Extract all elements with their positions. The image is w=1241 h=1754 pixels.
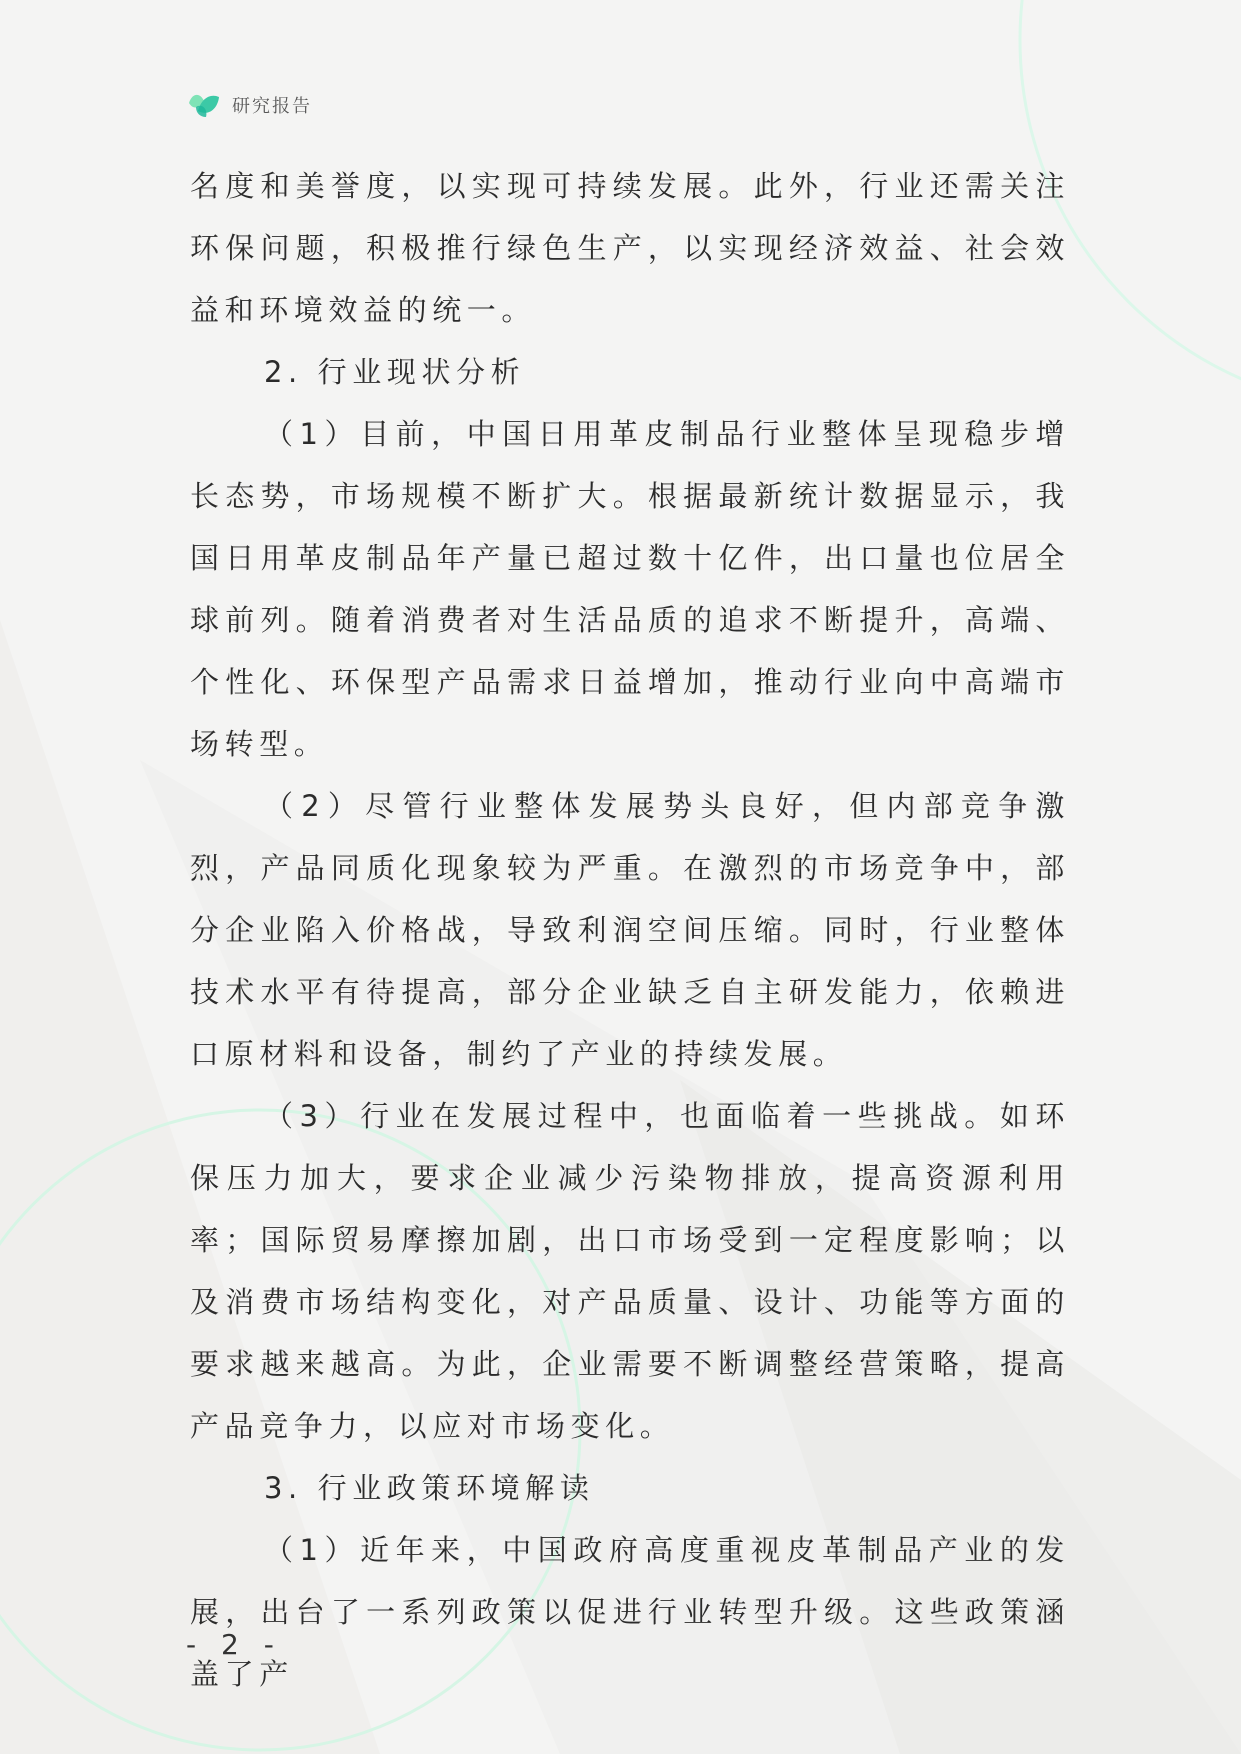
report-header	[186, 88, 312, 122]
leaf-logo-icon	[186, 89, 222, 121]
intro-paragraph: 名度和美誉度，以实现可持续发展。此外，行业还需关注环保问题，积极推行绿色生产，以实现经济效益、社会效益和环境效益的统一。	[190, 169, 1070, 327]
paragraph-policy-1: （1）近年来，中国政府高度重视皮革制品产业的发展，出台了一系列政策以促进行业转型升级。这些政策涵盖了产	[190, 1533, 1070, 1691]
header-title: 研究报告	[232, 96, 312, 117]
section-heading-policy-environment: 3. 行业政策环境解读	[264, 1471, 595, 1505]
paragraph-status-2: （2）尽管行业整体发展势头良好，但内部竞争激烈，产品同质化现象较为严重。在激烈的市场竞争中，部分企业陷入价格战，导致利润空间压缩。同时，行业整体技术水平有待提高，部分企业缺乏自主研发能力，依赖进口原材料和设备，制约了产业的持续发展。	[190, 789, 1070, 1071]
paragraph-status-3: （3）行业在发展过程中，也面临着一些挑战。如环保压力加大，要求企业减少污染物排放，提高资源利用率；国际贸易摩擦加剧，出口市场受到一定程度影响；以及消费市场结构变化，对产品质量、设计、功能等方面的要求越来越高。为此，企业需要不断调整经营策略，提高产品竞争力，以应对市场变化。	[190, 1099, 1070, 1443]
paragraph-status-1: （1）目前，中国日用革皮制品行业整体呈现稳步增长态势，市场规模不断扩大。根据最新统计数据显示，我国日用革皮制品年产量已超过数十亿件，出口量也位居全球前列。随着消费者对生活品质的追求不断提升，高端、个性化、环保型产品需求日益增加，推动行业向中高端市场转型。	[190, 417, 1070, 761]
page-number: - 2 -	[186, 1628, 282, 1661]
body-content	[190, 155, 1070, 1705]
section-heading-industry-status: 2. 行业现状分析	[264, 355, 526, 389]
